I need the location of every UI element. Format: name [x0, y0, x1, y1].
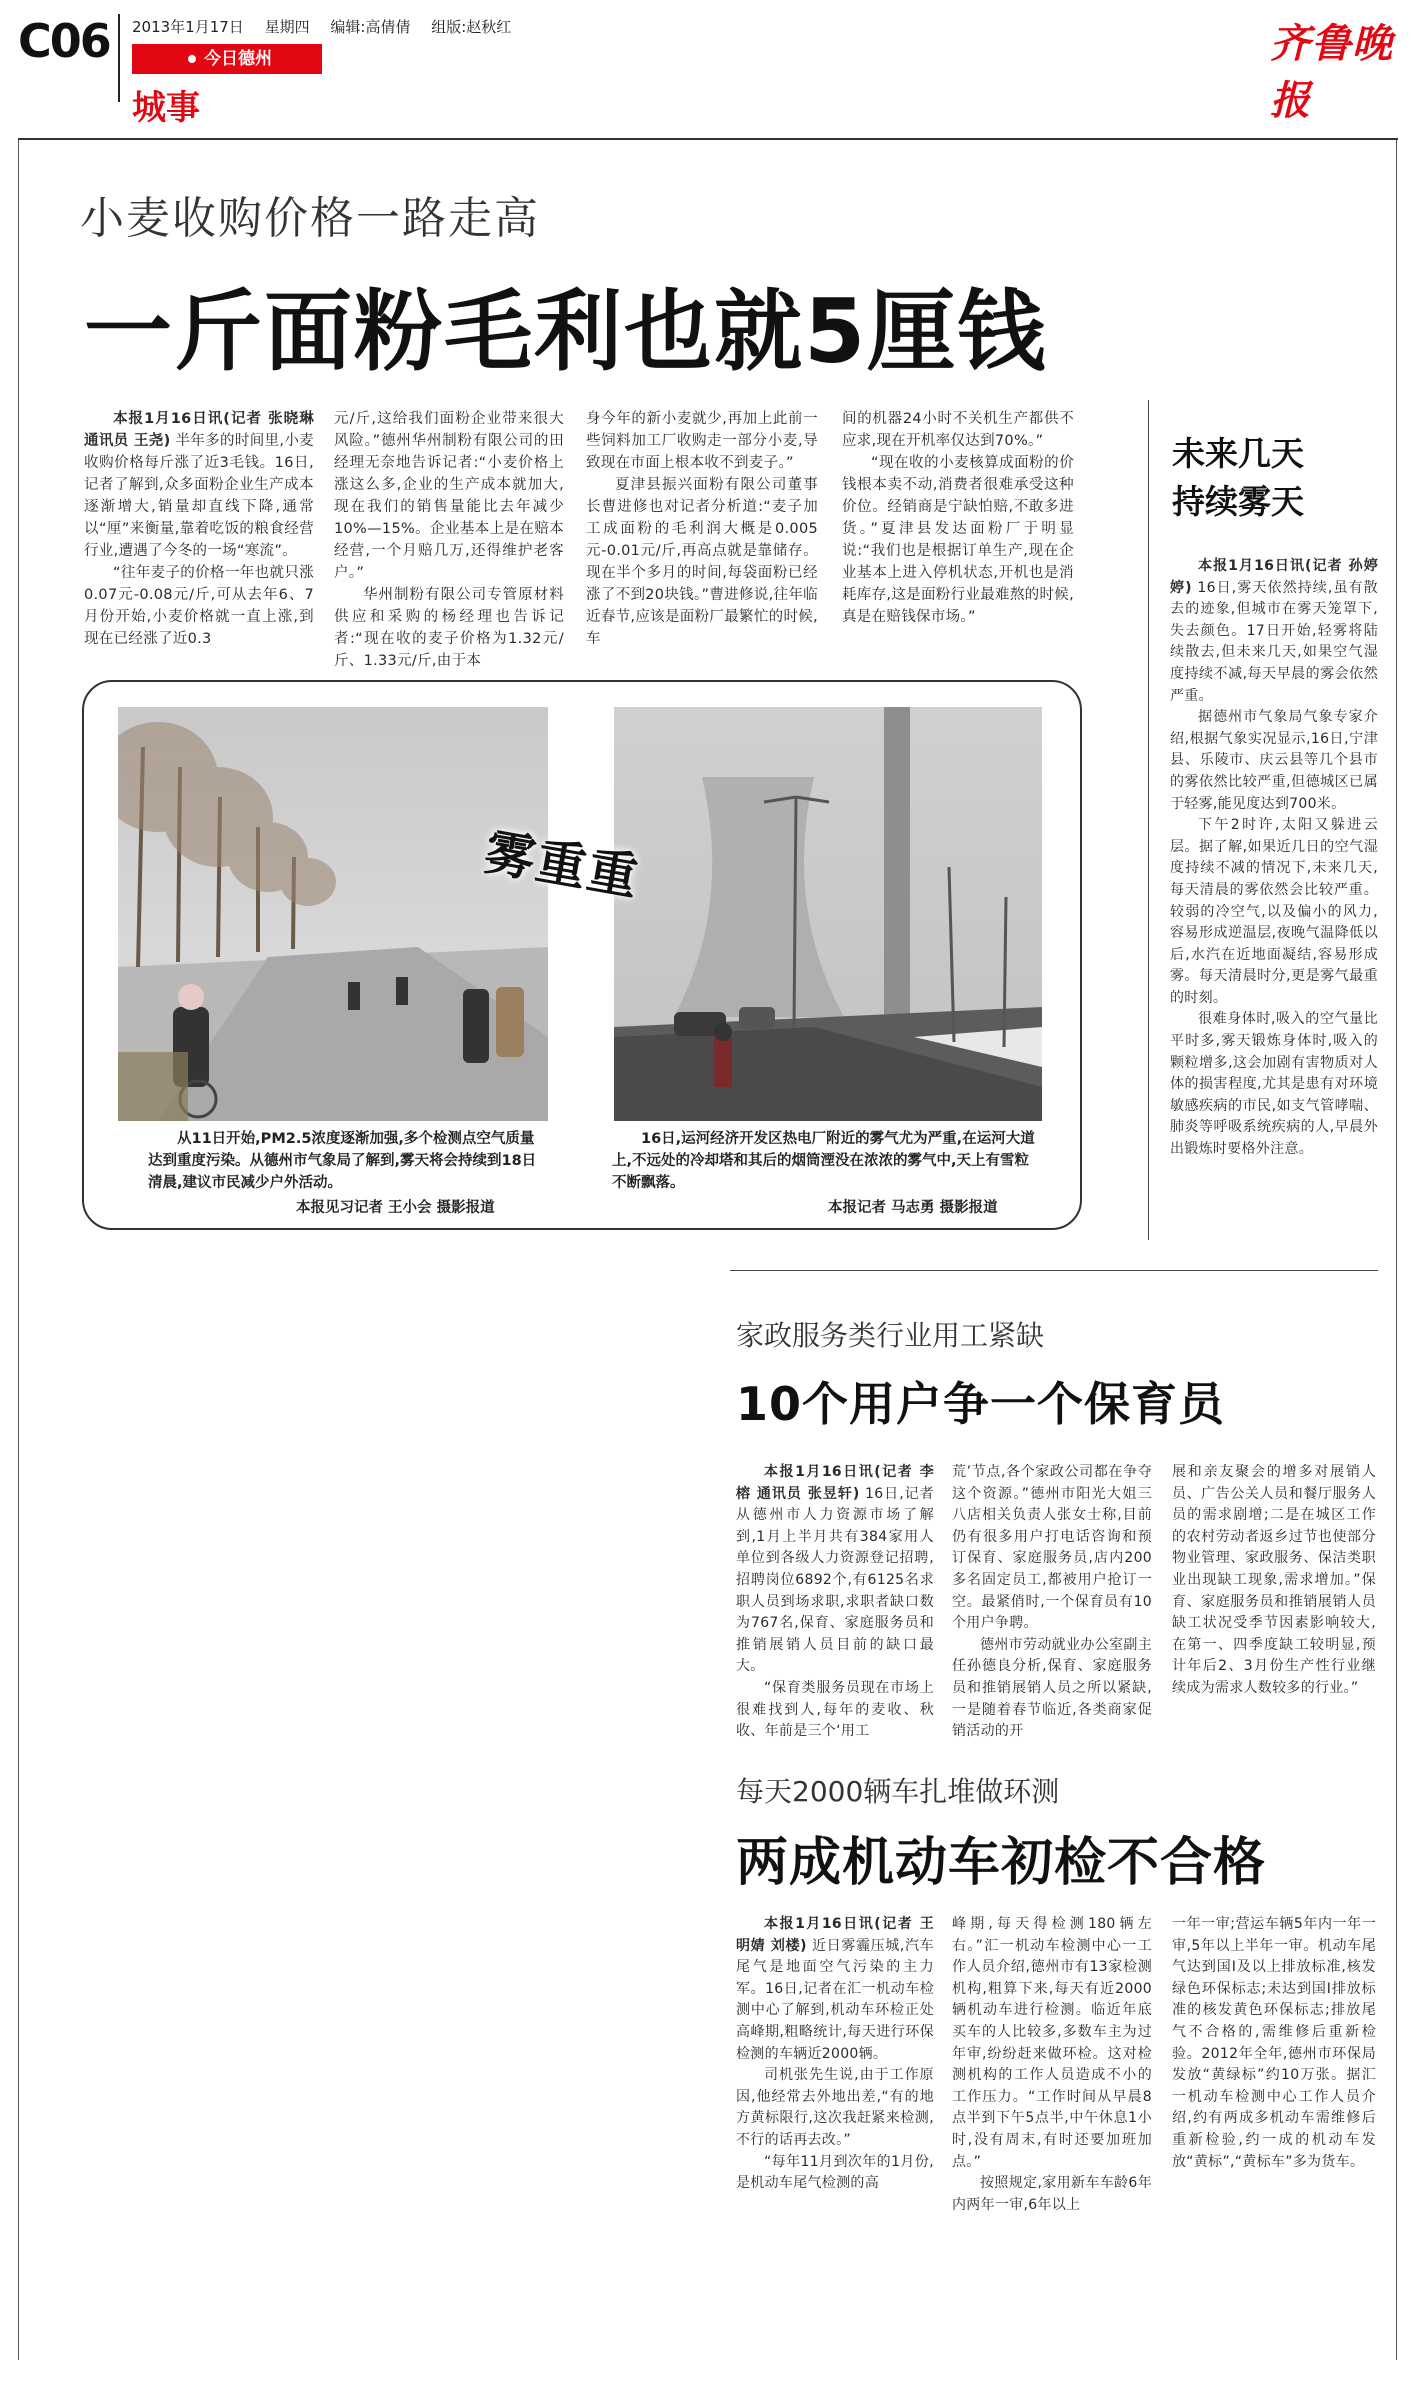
photo1-credit: 本报见习记者 王小会 摄影报道	[296, 1200, 495, 1216]
column-tag-label: 今日德州	[204, 49, 272, 69]
header-rule	[18, 138, 1398, 140]
sidebar-title-line: 持续雾天	[1172, 482, 1304, 521]
page-number: C06	[18, 14, 110, 68]
photo-overlay-title: 雾重重	[480, 822, 645, 908]
story1-paragraph: 元/斤,这给我们面粉企业带来很大风险。”德州华州制粉有限公司的田经理无奈地告诉记者:“小麦价格上涨这么多,企业的生产成本就加大,现在我们的销售量能比去年减少10%—15%。企业基本上是在赔本经营,一个月赔几万,还得维护老客户。”	[334, 411, 564, 581]
header-divider	[118, 14, 120, 102]
story3-paragraph: 一年一审;营运车辆5年内一年一审,5年以上半年一审。机动车尾气达到国Ⅰ及以上排放标准,核发绿色环保标志;未达到国Ⅰ排放标准的核发黄色环保标志;排放尾气不合格的,需维修后重新检验。2012年全年,德州市环保局发放“黄绿标”约10万张。据汇一机动车检测中心工作人员介绍,约有两成多机动车需维修后重新检验,约一成的机动车发放“黄标”,“黄标车”多为货车。	[1172, 1916, 1376, 2170]
story1-byline: 本报1月16日讯(记者 张晓琳 通讯员 王尧)	[84, 411, 314, 449]
story1-headline: 一斤面粉毛利也就5厘钱	[84, 280, 1048, 383]
story2-paragraph: 展和亲友聚会的增多对展销人员、广告公关人员和餐厅服务人员的需求剧增;二是在城区工作的农村劳动者返乡过节也使部分物业管理、家政服务、保洁类职业出现缺工现象,需求增加。”保育、家庭服务员和推销展销人员缺工状况受季节因素影响较大,在第一、四季度缺工较明显,预计年后2、3月份生产性行业继续成为需求人数较多的行业。”	[1172, 1464, 1376, 1696]
story1-paragraph: 身今年的新小麦就少,再加上此前一些饲料加工厂收购走一部分小麦,导致现在市面上根本收不到麦子。”	[586, 411, 818, 471]
sidebar-divider	[1148, 400, 1149, 1240]
story1-paragraph: “往年麦子的价格一年也就只涨0.07元-0.08元/斤,可从去年6、7月份开始,小麦价格就一直上涨,到现在已经涨了近0.3	[84, 565, 314, 647]
story1-paragraph: 间的机器24小时不关机生产都供不应求,现在开机率仅达到70%。”	[842, 411, 1074, 449]
photo-cooling-tower	[614, 707, 1042, 1121]
story2-column-2	[952, 1462, 1152, 1743]
story2-divider	[730, 1270, 1378, 1271]
sidebar-paragraph: 据德州市气象局气象专家介绍,根据气象实况显示,16日,宁津县、乐陵市、庆云县等几个县市的雾依然比较严重,但德城区已属于轻雾,能见度达到700米。	[1170, 709, 1378, 812]
story3-paragraph: “每年11月到次年的1月份,是机动车尾气检测的高	[736, 2153, 934, 2192]
sidebar-title	[1172, 430, 1304, 526]
issue-date: 2013年1月17日	[132, 18, 244, 36]
story2-paragraph: 德州市劳动就业办公室副主任孙德良分析,保育、家庭服务员和推销展销人员之所以紧缺,一是随着春节临近,各类商家促销活动的开	[952, 1636, 1152, 1740]
story3-column-1	[736, 1914, 934, 2195]
story1-kicker: 小麦收购价格一路走高	[80, 193, 540, 244]
story2-paragraph: “保育类服务员现在市场上很难找到人,每年的麦收、秋收、年前是三个‘用工	[736, 1679, 934, 1740]
page-border-right	[1396, 140, 1397, 2360]
story1-column-2	[334, 408, 564, 672]
page-border-left	[18, 140, 19, 2360]
story3-paragraph: 近日雾霾压城,汽车尾气是地面空气污染的主力军。16日,记者在汇一机动车检测中心了解到,机动车环检正处高峰期,粗略统计,每天进行环保检测的车辆近2000辆。	[736, 1937, 934, 2062]
story1-paragraph: 半年多的时间里,小麦收购价格每斤涨了近3毛钱。16日,记者了解到,众多面粉企业生产成本逐渐增大,销量却直线下降,通常以“厘”来衡量,靠着吃饭的粮食经营行业,遭遇了今冬的一场“寒流”。	[84, 433, 314, 559]
sidebar-paragraph: 很难身体时,吸入的空气量比平时多,雾天锻炼身体时,吸入的颗粒增多,这会加剧有害物质对人体的损害程度,尤其是患有对环境敏感疾病的市民,如支气管哮喘、肺炎等呼吸系统疾病的人,早晨外出锻炼时要格外注意。	[1170, 1011, 1378, 1158]
photo-foggy-street	[118, 707, 548, 1121]
story1-paragraph: 华州制粉有限公司专管原材料供应和采购的杨经理也告诉记者:“现在收的麦子价格为1.32元/斤、1.33元/斤,由于本	[334, 587, 564, 669]
sidebar-paragraph: 16日,雾天依然持续,虽有散去的迹象,但城市在雾天笼罩下,失去颜色。17日开始,轻雾将陆续散去,但未来几天,如果空气湿度持续不减,每天早晨的雾会依然严重。	[1170, 579, 1378, 704]
story2-kicker: 家政服务类行业用工紧缺	[736, 1319, 1045, 1352]
story3-column-3	[1172, 1914, 1376, 2173]
column-tag	[132, 44, 322, 74]
story2-headline: 10个用户争一个保育员	[736, 1377, 1226, 1431]
story3-column-2	[952, 1914, 1152, 2216]
photo2-caption: 16日,运河经济开发区热电厂附近的雾气尤为严重,在运河大道上,不远处的冷却塔和其后的烟筒湮没在浓浓的雾气中,天上有雪粒不断飘落。	[612, 1131, 1035, 1191]
sidebar-byline: 本报1月16日讯(记者 孙婷婷)	[1170, 558, 1378, 596]
sidebar-title-line: 未来几天	[1172, 434, 1304, 473]
story2-paragraph: 荒’节点,各个家政公司都在争夺这个资源。”德州市阳光大姐三八店相关负责人张女士称,目前仍有很多用户打电话咨询和预订保育、家庭服务员,店内200多名固定员工,都被用户抢订一空。最紧俏时,一个保育员有10个用户争聘。	[952, 1464, 1152, 1632]
story1-column-4	[842, 408, 1074, 628]
story3-headline: 两成机动车初检不合格	[736, 1833, 1267, 1893]
photo2-credit: 本报记者 马志勇 摄影报道	[828, 1200, 998, 1216]
story3-paragraph: 司机张先生说,由于工作原因,他经常去外地出差,“有的地方黄标限行,这次我赶紧来检测,不行的话再去改。”	[736, 2067, 934, 2148]
story3-paragraph: 按照规定,家用新车车龄6年内两年一审,6年以上	[952, 2175, 1152, 2213]
header-meta	[132, 16, 527, 37]
sidebar-body	[1170, 556, 1378, 1161]
photo1-caption: 从11日开始,PM2.5浓度逐渐加强,多个检测点空气质量达到重度污染。从德州市气象局了解到,雾天将会持续到18日清晨,建议市民减少户外活动。	[148, 1131, 537, 1191]
story3-byline: 本报1月16日讯(记者 王明婧 刘楼)	[736, 1916, 934, 1954]
story2-column-1	[736, 1462, 934, 1743]
section-title: 城事	[132, 88, 200, 128]
sidebar-paragraph: 下午2时许,太阳又躲进云层。据了解,如果近几日的空气湿度持续不减的情况下,未来几天,每天清晨的雾依然会比较严重。较弱的冷空气,以及偏小的风力,容易形成逆温层,夜晚气温降低以后,水汽在近地面凝结,容易形成雾。每天清晨时分,更是雾气最重的时刻。	[1170, 817, 1378, 1006]
newspaper-logo: 齐鲁晚报	[1270, 20, 1393, 124]
story3-paragraph: 峰期,每天得检测180辆左右。”汇一机动车检测中心一工作人员介绍,德州市有13家检测机构,粗算下来,每天有近2000辆机动车进行检测。临近年底买车的人比较多,多数车主为过年审,纷纷赶来做环检。这对检测机构的工作人员造成不小的工作压力。“工作时间从早晨8点半到下午5点半,中午休息1小时,没有周末,有时还要加班加点。”	[952, 1916, 1152, 2170]
story1-paragraph: “现在收的小麦核算成面粉的价钱根本卖不动,消费者很难承受这种价位。经销商是宁缺怕赔,不敢多进货。”夏津县发达面粉厂于明显说:“我们也是根据订单生产,现在企业基本上进入停机状态,开机也是消耗库存,这是面粉行业最难熬的时候,真是在赔钱保市场。”	[842, 455, 1074, 625]
story2-column-3	[1172, 1462, 1376, 1700]
story2-paragraph: 16日,记者从德州市人力资源市场了解到,1月上半月共有384家用人单位到各级人力资源登记招聘,招聘岗位6892个,有6125名求职人员到场求职,求职者缺口数为767名,保育、家庭服务员和推销展销人员目前的缺口最大。	[736, 1485, 934, 1675]
issue-weekday: 星期四	[264, 18, 310, 36]
story1-column-3	[586, 408, 818, 650]
story1-column-1	[84, 408, 314, 650]
story2-byline: 本报1月16日讯(记者 李榕 通讯员 张昱轩)	[736, 1464, 934, 1502]
bullet-icon	[188, 55, 196, 63]
story1-paragraph: 夏津县振兴面粉有限公司董事长曹进修也对记者分析道:“麦子加工成面粉的毛利润大概是0.005元-0.01元/斤,再高点就是靠储存。现在半个多月的时间,每袋面粉已经涨了不到20块钱。”曹进修说,往年临近春节,应该是面粉厂最繁忙的时候,车	[586, 477, 818, 647]
layout-editor: 组版:赵秋红	[431, 18, 512, 36]
story3-kicker: 每天2000辆车扎堆做环测	[736, 1775, 1060, 1808]
editor: 编辑:高倩倩	[330, 18, 411, 36]
